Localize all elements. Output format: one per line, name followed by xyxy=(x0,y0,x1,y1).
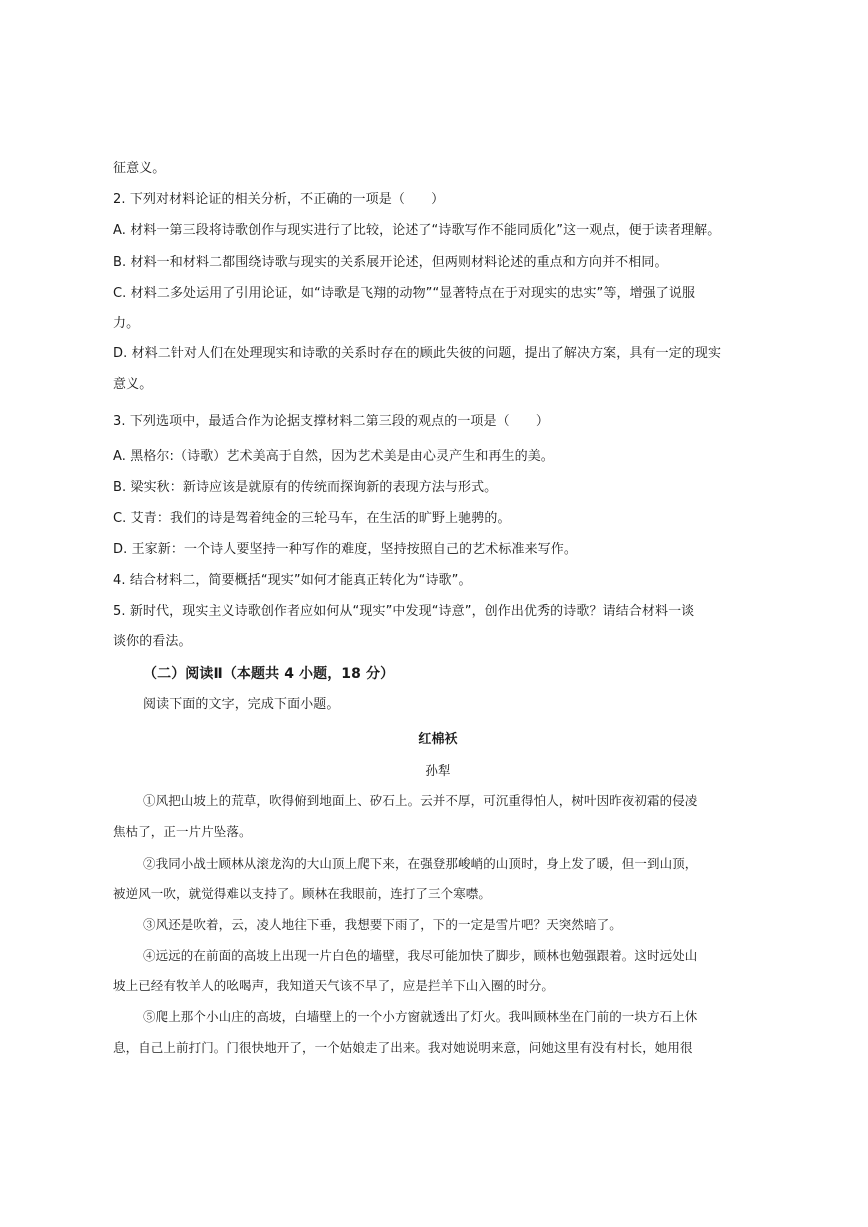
option-3a: A. 黑格尔:（诗歌）艺术美高于自然，因为艺术美是由心灵产生和再生的美。 xyxy=(113,449,554,464)
instruction: 阅读下面的文字，完成下面小题。 xyxy=(143,697,340,712)
option-3b: B. 梁实秋：新诗应该是就原有的传统而探询新的表现方法与形式。 xyxy=(113,480,498,495)
paragraph-2-cont: 被逆风一吹，就觉得难以支持了。顾林在我眼前，连打了三个寒噤。 xyxy=(113,886,492,901)
question-4: 4. 结合材料二，简要概括“现实”如何才能真正转化为“诗歌”。 xyxy=(113,573,472,588)
paragraph-4: ④远远的在前面的高坡上出现一片白色的墙壁，我尽可能加快了脚步，顾林也勉强跟着。这时远处山 xyxy=(143,948,698,963)
paragraph-1-cont: 焦枯了，正一片片坠落。 xyxy=(113,824,252,839)
option-3d: D. 王家新：一个诗人要坚持一种写作的难度，坚持按照自己的艺术标准来写作。 xyxy=(113,542,577,557)
option-2d: D. 材料二针对人们在处理现实和诗歌的关系时存在的顾此失彼的问题，提出了解决方案，具有一定的现实 xyxy=(113,346,722,361)
paragraph-5: ⑤爬上那个小山庄的高坡，白墙壁上的一个小方窗就透出了灯火。我叫顾林坐在门前的一块方石上休 xyxy=(143,1009,698,1024)
question-3: 3. 下列选项中，最适合作为论据支撑材料二第三段的观点的一项是（ ） xyxy=(113,414,550,429)
option-2a: A. 材料一第三段将诗歌创作与现实进行了比较，论述了“诗歌写作不能同质化”这一观点，便于读者理解。 xyxy=(113,223,721,238)
paragraph-1: ①风把山坡上的荒草，吹得俯到地面上、矽石上。云并不厚，可沉重得怕人，树叶因昨夜初霜的侵凌 xyxy=(143,793,698,808)
paragraph-3: ③风还是吹着，云，凌人地往下垂，我想要下雨了，下的一定是雪片吧？天突然暗了。 xyxy=(143,917,622,932)
story-title: 红棉袄 xyxy=(418,732,458,747)
section-heading: （二）阅读Ⅱ（本题共 4 小题，18 分） xyxy=(143,666,395,682)
text-line: 征意义。 xyxy=(113,161,166,176)
paragraph-5-cont: 息，自己上前打门。门很快地开了，一个姑娘走了出来。我对她说明来意，问她这里有没有村长，她用很 xyxy=(113,1040,693,1055)
option-2b: B. 材料一和材料二都围绕诗歌与现实的关系展开论述，但两则材料论述的重点和方向并不相同。 xyxy=(113,255,668,270)
option-3c: C. 艾青：我们的诗是驾着纯金的三轮马车，在生活的旷野上驰骋的。 xyxy=(113,511,511,526)
question-5: 5. 新时代，现实主义诗歌创作者应如何从“现实”中发现“诗意”，创作出优秀的诗歌？请结合材料一谈 xyxy=(113,604,695,619)
question-2: 2. 下列对材料论证的相关分析，不正确的一项是（ ） xyxy=(113,192,445,207)
option-2c-cont: 力。 xyxy=(113,316,140,331)
story-author: 孙犁 xyxy=(425,763,451,778)
question-5-cont: 谈你的看法。 xyxy=(113,634,192,649)
option-2c: C. 材料二多处运用了引用论证，如“诗歌是飞翔的动物”“显著特点在于对现实的忠实”等，增强了说服 xyxy=(113,286,696,301)
option-2d-cont: 意义。 xyxy=(113,377,153,392)
paragraph-4-cont: 坡上已经有牧羊人的吆喝声，我知道天气该不早了，应是拦羊下山入圈的时分。 xyxy=(113,978,555,993)
paragraph-2: ②我同小战士顾林从滚龙沟的大山顶上爬下来，在强登那峻峭的山顶时，身上发了暖，但一到山顶， xyxy=(143,856,698,871)
